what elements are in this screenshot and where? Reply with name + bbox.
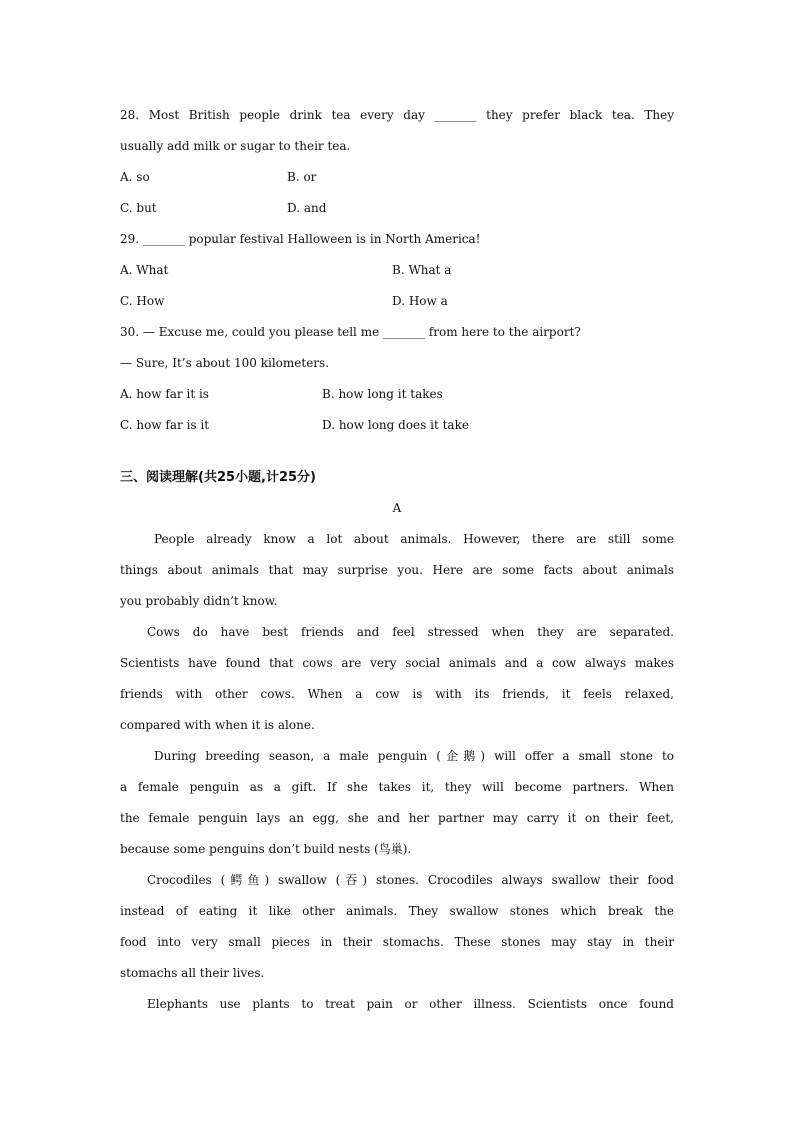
q28-option-c[interactable]: C. but <box>120 201 157 215</box>
passage-p3-line-1: During breeding season, a male penguin (企鹅) will offer a small stone to <box>154 749 674 763</box>
passage-p2-line-1: Cows do have best friends and feel stressed when they are separated. <box>147 625 674 639</box>
passage-p3-line-4: because some penguins don’t build nests (鸟巢). <box>120 842 412 856</box>
q29-option-c[interactable]: C. How <box>120 294 165 308</box>
q30-option-c[interactable]: C. how far is it <box>120 418 210 432</box>
q29-option-a[interactable]: A. What <box>120 263 169 277</box>
passage-p2-line-3: friends with other cows. When a cow is with its friends, it feels relaxed, <box>120 687 674 701</box>
question-30-options-cd <box>120 414 674 445</box>
passage-p1-line-3: you probably didn’t know. <box>120 594 278 608</box>
q29-option-d[interactable]: D. How a <box>392 294 448 308</box>
passage-p2-line-2: Scientists have found that cows are very social animals and a cow always makes <box>120 656 674 670</box>
passage-p4-line-1: Crocodiles (鳄鱼) swallow (吞) stones. Crocodiles always swallow their food <box>147 873 674 887</box>
question-28-line-2: usually add milk or sugar to their tea. <box>120 139 351 153</box>
q30-option-d[interactable]: D. how long does it take <box>322 418 469 432</box>
q30-option-a[interactable]: A. how far it is <box>120 387 209 401</box>
question-28-options-ab <box>120 166 674 197</box>
q30-option-b[interactable]: B. how long it takes <box>322 387 443 401</box>
question-30-line-1: 30. — Excuse me, could you please tell me _______ from here to the airport? <box>120 325 581 339</box>
passage-p5-line-1: Elephants use plants to treat pain or other illness. Scientists once found <box>147 997 674 1011</box>
exam-content <box>120 104 674 1024</box>
question-29-line-1: 29. _______ popular festival Halloween is in North America! <box>120 232 481 246</box>
question-30-options-ab <box>120 383 674 414</box>
passage-p3-line-2: a female penguin as a gift. If she takes it, they will become partners. When <box>120 780 674 794</box>
q28-option-b[interactable]: B. or <box>287 170 317 184</box>
question-28-options-cd <box>120 197 674 228</box>
passage-p4-line-3: food into very small pieces in their stomachs. These stones may stay in their <box>120 935 674 949</box>
question-30-line-2: — Sure, It’s about 100 kilometers. <box>120 356 330 370</box>
q28-option-d[interactable]: D. and <box>287 201 327 215</box>
passage-label: A <box>392 501 402 515</box>
passage-p1-line-1: People already know a lot about animals. However, there are still some <box>154 532 674 546</box>
passage-p4-line-4: stomachs all their lives. <box>120 966 265 980</box>
question-28-line-1: 28. Most British people drink tea every day _______ they prefer black tea. They <box>120 108 674 122</box>
q29-option-b[interactable]: B. What a <box>392 263 452 277</box>
question-29-options-cd <box>120 290 674 321</box>
passage-p2-line-4: compared with when it is alone. <box>120 718 315 732</box>
passage-p1-line-2: things about animals that may surprise you. Here are some facts about animals <box>120 563 674 577</box>
passage-p4-line-2: instead of eating it like other animals. They swallow stones which break the <box>120 904 674 918</box>
passage-p3-line-3: the female penguin lays an egg, she and her partner may carry it on their feet, <box>120 811 674 825</box>
section-title: 三、阅读理解(共25小题,计25分) <box>120 470 317 485</box>
question-29-options-ab <box>120 259 674 290</box>
q28-option-a[interactable]: A. so <box>120 170 150 184</box>
